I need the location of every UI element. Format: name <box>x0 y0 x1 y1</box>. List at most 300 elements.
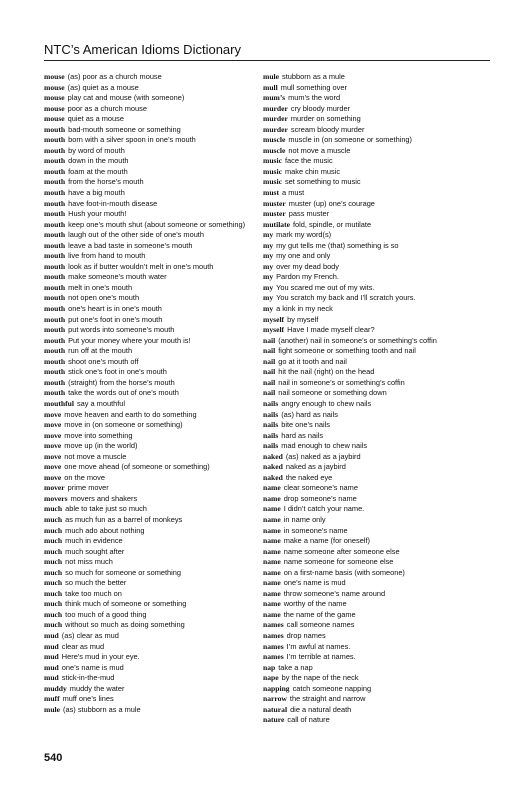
entry-idiom: laugh out of the other side of one’s mouth <box>68 230 204 240</box>
entry-idiom: prime mover <box>67 483 109 493</box>
index-entry <box>263 568 493 579</box>
entry-keyword: muster <box>263 198 286 208</box>
entry-idiom: in name only <box>283 514 326 524</box>
entry-keyword: music <box>263 156 282 166</box>
entry-idiom: much sought after <box>65 546 125 556</box>
index-entry <box>263 199 493 210</box>
entry-idiom: say a mouthful <box>76 398 126 408</box>
index-entry <box>44 346 252 357</box>
entry-keyword: much <box>44 504 63 514</box>
entry-idiom: (as) clear as mud <box>61 630 119 640</box>
index-entry <box>44 135 252 146</box>
entry-idiom: (as) naked as a jaybird <box>285 451 361 461</box>
index-entry <box>44 167 252 178</box>
entry-keyword: mouth <box>44 261 66 271</box>
index-entry <box>44 378 252 389</box>
index-entry <box>44 83 252 94</box>
entry-keyword: mouth <box>44 188 66 198</box>
index-entry <box>263 610 493 621</box>
entry-idiom: set something to music <box>284 177 361 187</box>
index-entry <box>44 462 252 473</box>
index-entry <box>44 156 252 167</box>
entry-idiom: on the move <box>64 472 105 482</box>
left-column <box>44 72 252 715</box>
entry-keyword: my <box>263 240 274 250</box>
index-entry <box>44 304 252 315</box>
index-entry <box>263 462 493 473</box>
entry-keyword: napping <box>263 683 290 693</box>
entry-idiom: make chin music <box>284 166 341 176</box>
entry-idiom: nail someone or something down <box>278 388 387 398</box>
entry-idiom: naked as a jaybird <box>285 462 346 472</box>
entry-keyword: mule <box>263 72 280 81</box>
entry-keyword: naked <box>263 472 283 482</box>
entry-idiom: die a natural death <box>290 704 352 714</box>
index-entry <box>263 599 493 610</box>
entry-keyword: nails <box>263 420 279 430</box>
entry-keyword: move <box>44 409 62 419</box>
entry-idiom: too much of a good thing <box>65 609 147 619</box>
entry-idiom: drop names <box>286 630 326 640</box>
entry-keyword: murder <box>263 103 288 113</box>
index-entry <box>44 620 252 631</box>
entry-idiom: able to take just so much <box>65 504 147 514</box>
entry-keyword: my <box>263 304 274 314</box>
entry-keyword: nape <box>263 673 279 683</box>
entry-keyword: much <box>44 546 63 556</box>
entry-idiom: not open one’s mouth <box>68 293 140 303</box>
index-entry <box>44 230 252 241</box>
index-entry <box>44 673 252 684</box>
entry-keyword: myself <box>263 325 285 335</box>
entry-idiom: one’s heart is in one’s mouth <box>68 304 162 314</box>
entry-keyword: name <box>263 493 281 503</box>
entry-idiom: name someone after someone else <box>283 546 400 556</box>
index-entry <box>44 452 252 463</box>
index-entry <box>44 325 252 336</box>
entry-keyword: much <box>44 557 63 567</box>
entry-idiom: move heaven and earth to do something <box>64 409 197 419</box>
entry-keyword: mouth <box>44 166 66 176</box>
entry-idiom: worthy of the name <box>283 599 347 609</box>
entry-idiom: mum’s the word <box>288 93 341 103</box>
entry-keyword: nail <box>263 346 276 356</box>
index-entry <box>44 694 252 705</box>
running-header: NTC’s American Idioms Dictionary <box>44 42 241 57</box>
index-entry <box>263 315 493 326</box>
entry-idiom: I’m awful at names. <box>286 641 351 651</box>
entry-keyword: mouth <box>44 198 66 208</box>
index-entry <box>44 315 252 326</box>
entry-idiom: muster (up) one’s courage <box>288 198 375 208</box>
index-entry <box>263 188 493 199</box>
index-entry <box>263 177 493 188</box>
entry-idiom: a kink in my neck <box>276 304 333 314</box>
entry-idiom: shoot one’s mouth off <box>68 356 139 366</box>
entry-keyword: move <box>44 472 62 482</box>
entry-idiom: one’s name is mud <box>61 662 124 672</box>
entry-idiom: fold, spindle, or mutilate <box>293 219 372 229</box>
index-entry <box>263 262 493 273</box>
index-entry <box>44 431 252 442</box>
entry-idiom: angry enough to chew nails <box>281 398 372 408</box>
entry-idiom: one move ahead (of someone or something) <box>64 462 210 472</box>
entry-idiom: call someone names <box>286 620 355 630</box>
index-entry <box>263 367 493 378</box>
entry-idiom: You scratch my back and I’ll scratch yours. <box>276 293 416 303</box>
entry-idiom: from the horse’s mouth <box>68 177 144 187</box>
entry-idiom: Here’s mud in your eye. <box>61 652 140 662</box>
entry-idiom: not move a muscle <box>288 145 351 155</box>
entry-keyword: nails <box>263 409 279 419</box>
index-entry <box>44 473 252 484</box>
index-entry <box>44 578 252 589</box>
entry-idiom: much in evidence <box>65 536 123 546</box>
entry-keyword: much <box>44 514 63 524</box>
page-number: 540 <box>44 752 63 764</box>
entry-idiom: leave a bad taste in someone’s mouth <box>68 240 193 250</box>
index-entry <box>263 620 493 631</box>
entry-keyword: myself <box>263 314 285 324</box>
entry-idiom: play cat and mouse (with someone) <box>67 93 185 103</box>
entry-keyword: my <box>263 293 274 303</box>
entry-idiom: put words into someone’s mouth <box>68 325 175 335</box>
index-entry <box>263 283 493 294</box>
index-entry <box>263 156 493 167</box>
entry-keyword: nature <box>263 715 285 725</box>
entry-idiom: as much fun as a barrel of monkeys <box>65 514 183 524</box>
entry-keyword: names <box>263 620 284 630</box>
index-entry <box>263 483 493 494</box>
entry-keyword: name <box>263 504 281 514</box>
index-entry <box>44 283 252 294</box>
index-entry <box>44 483 252 494</box>
entry-idiom: so much for someone or something <box>65 567 181 577</box>
index-entry <box>263 220 493 231</box>
entry-idiom: move into something <box>64 430 133 440</box>
entry-keyword: muddy <box>44 683 67 693</box>
entry-idiom: one’s name is mud <box>283 578 346 588</box>
entry-keyword: much <box>44 525 63 535</box>
entry-idiom: much ado about nothing <box>65 525 145 535</box>
entry-idiom: face the music <box>284 156 333 166</box>
entry-idiom: (as) stubborn as a mule <box>63 704 141 714</box>
index-entry <box>263 673 493 684</box>
entry-idiom: so much the better <box>65 578 127 588</box>
index-entry <box>263 125 493 136</box>
entry-keyword: muff <box>44 694 60 704</box>
entry-idiom: think much of someone or something <box>65 599 187 609</box>
entry-idiom: melt in one’s mouth <box>68 282 133 292</box>
index-entry <box>44 388 252 399</box>
entry-idiom: stick-in-the-mud <box>61 673 115 683</box>
entry-idiom: the name of the game <box>283 609 356 619</box>
entry-idiom: (as) poor as a church mouse <box>67 72 162 81</box>
entry-keyword: mum’s <box>263 93 286 103</box>
entry-keyword: mouth <box>44 314 66 324</box>
entry-idiom: drop someone’s name <box>283 493 357 503</box>
entry-idiom: I didn’t catch your name. <box>283 504 365 514</box>
index-entry <box>263 336 493 347</box>
entry-keyword: mouth <box>44 240 66 250</box>
entry-keyword: name <box>263 599 281 609</box>
entry-keyword: much <box>44 588 63 598</box>
entry-keyword: mud <box>44 662 59 672</box>
index-entry <box>263 557 493 568</box>
entry-idiom: (as) hard as nails <box>281 409 338 419</box>
entry-idiom: go at it tooth and nail <box>278 356 347 366</box>
entry-keyword: name <box>263 588 281 598</box>
index-entry <box>263 589 493 600</box>
index-entry <box>44 209 252 220</box>
entry-keyword: nail <box>263 377 276 387</box>
entry-idiom: run off at the mouth <box>68 346 133 356</box>
right-column <box>263 72 493 726</box>
entry-idiom: move in (on someone or something) <box>64 420 183 430</box>
index-entry <box>44 599 252 610</box>
entry-idiom: my one and only <box>276 251 331 261</box>
entry-idiom: quiet as a mouse <box>67 114 124 124</box>
entry-idiom: (straight) from the horse’s mouth <box>68 377 175 387</box>
entry-idiom: muff one’s lines <box>62 694 114 704</box>
entry-idiom: take too much on <box>65 588 122 598</box>
entry-keyword: names <box>263 652 284 662</box>
entry-keyword: movers <box>44 493 68 503</box>
entry-keyword: mouth <box>44 230 66 240</box>
entry-keyword: much <box>44 567 63 577</box>
entry-keyword: move <box>44 430 62 440</box>
index-entry <box>44 568 252 579</box>
index-entry <box>44 146 252 157</box>
index-entry <box>44 420 252 431</box>
entry-keyword: mud <box>44 673 59 683</box>
entry-idiom: hard as nails <box>281 430 324 440</box>
entry-idiom: name someone for someone else <box>283 557 394 567</box>
entry-keyword: name <box>263 514 281 524</box>
entry-keyword: mouth <box>44 304 66 314</box>
entry-idiom: movers and shakers <box>70 493 138 503</box>
index-entry <box>263 652 493 663</box>
entry-idiom: move up (in the world) <box>64 441 138 451</box>
entry-keyword: natural <box>263 704 288 714</box>
entry-keyword: naked <box>263 462 283 472</box>
index-entry <box>263 631 493 642</box>
index-entry <box>263 251 493 262</box>
index-entry <box>263 494 493 505</box>
entry-idiom: make a name (for oneself) <box>283 536 370 546</box>
entry-idiom: mad enough to chew nails <box>281 441 368 451</box>
entry-keyword: much <box>44 578 63 588</box>
entry-idiom: muscle in (on someone or something) <box>288 135 413 145</box>
entry-idiom: cry bloody murder <box>290 103 351 113</box>
index-entry <box>44 631 252 642</box>
entry-keyword: muscle <box>263 145 286 155</box>
entry-keyword: mouth <box>44 219 66 229</box>
entry-idiom: hit the nail (right) on the head <box>278 367 375 377</box>
entry-keyword: names <box>263 641 284 651</box>
index-entry <box>263 93 493 104</box>
entry-keyword: muscle <box>263 135 286 145</box>
entry-idiom: on a first-name basis (with someone) <box>283 567 405 577</box>
entry-keyword: name <box>263 525 281 535</box>
entry-keyword: mouth <box>44 282 66 292</box>
entry-idiom: not move a muscle <box>64 451 127 461</box>
entry-keyword: mouth <box>44 335 66 345</box>
entry-idiom: mark my word(s) <box>276 230 332 240</box>
entry-keyword: mouth <box>44 367 66 377</box>
entry-keyword: nails <box>263 398 279 408</box>
entry-keyword: much <box>44 609 63 619</box>
entry-idiom: have a big mouth <box>68 188 125 198</box>
index-entry <box>44 684 252 695</box>
entry-idiom: born with a silver spoon in one’s mouth <box>68 135 196 145</box>
header-rule <box>44 60 490 61</box>
index-entry <box>263 684 493 695</box>
index-entry <box>44 357 252 368</box>
entry-keyword: mull <box>263 82 278 92</box>
index-entry <box>44 72 252 83</box>
index-entry <box>44 642 252 653</box>
entry-keyword: move <box>44 451 62 461</box>
entry-keyword: mouth <box>44 177 66 187</box>
index-entry <box>44 93 252 104</box>
index-entry <box>263 378 493 389</box>
index-entry <box>44 494 252 505</box>
index-entry <box>263 536 493 547</box>
entry-keyword: nap <box>263 662 276 672</box>
entry-keyword: mouth <box>44 145 66 155</box>
index-entry <box>263 209 493 220</box>
entry-idiom: by the nape of the neck <box>281 673 359 683</box>
index-entry <box>44 515 252 526</box>
entry-keyword: mouth <box>44 135 66 145</box>
index-entry <box>263 431 493 442</box>
index-entry <box>263 293 493 304</box>
entry-idiom: in someone’s name <box>283 525 348 535</box>
index-entry <box>263 452 493 463</box>
index-entry <box>44 410 252 421</box>
entry-keyword: my <box>263 272 274 282</box>
entry-keyword: muster <box>263 209 286 219</box>
entry-keyword: much <box>44 599 63 609</box>
index-entry <box>263 526 493 537</box>
entry-keyword: mouth <box>44 377 66 387</box>
entry-keyword: my <box>263 282 274 292</box>
index-entry <box>263 241 493 252</box>
entry-idiom: over my dead body <box>276 261 339 271</box>
entry-idiom: by myself <box>287 314 319 324</box>
entry-keyword: mouth <box>44 346 66 356</box>
entry-idiom: live from hand to mouth <box>68 251 146 261</box>
index-entry <box>263 83 493 94</box>
index-entry <box>44 705 252 716</box>
entry-keyword: name <box>263 567 281 577</box>
index-entry <box>263 705 493 716</box>
entry-keyword: naked <box>263 451 283 461</box>
entry-idiom: without so much as doing something <box>65 620 185 630</box>
index-entry <box>44 336 252 347</box>
entry-idiom: my gut tells me (that) something is so <box>276 240 399 250</box>
entry-idiom: (another) nail in someone’s or something’s coffin <box>278 335 437 345</box>
entry-keyword: mouth <box>44 209 66 219</box>
entry-keyword: music <box>263 177 282 187</box>
entry-keyword: murder <box>263 114 288 124</box>
entry-keyword: mouthful <box>44 398 74 408</box>
entry-keyword: mouth <box>44 272 66 282</box>
entry-keyword: narrow <box>263 694 287 704</box>
index-entry <box>44 652 252 663</box>
index-entry <box>44 125 252 136</box>
index-entry <box>44 441 252 452</box>
index-entry <box>263 441 493 452</box>
index-entry <box>44 526 252 537</box>
index-entry <box>44 536 252 547</box>
entry-idiom: stubborn as a mule <box>282 72 345 81</box>
entry-idiom: poor as a church mouse <box>67 103 147 113</box>
entry-keyword: nails <box>263 441 279 451</box>
entry-idiom: I’m terrible at names. <box>286 652 356 662</box>
entry-keyword: nails <box>263 430 279 440</box>
entry-idiom: keep one’s mouth shut (about someone or something) <box>68 219 246 229</box>
entry-keyword: mouse <box>44 82 65 92</box>
index-entry <box>263 230 493 241</box>
entry-keyword: mouth <box>44 124 66 134</box>
entry-idiom: fight someone or something tooth and nail <box>278 346 416 356</box>
entry-keyword: name <box>263 609 281 619</box>
entry-idiom: foam at the mouth <box>68 166 128 176</box>
index-entry <box>44 177 252 188</box>
entry-keyword: mouse <box>44 103 65 113</box>
entry-idiom: clear as mud <box>61 641 105 651</box>
index-entry <box>263 272 493 283</box>
entry-idiom: nail in someone’s or something’s coffin <box>278 377 405 387</box>
entry-idiom: catch someone napping <box>292 683 372 693</box>
entry-idiom: Have I made myself clear? <box>287 325 375 335</box>
entry-idiom: Hush your mouth! <box>68 209 127 219</box>
entry-idiom: have foot-in-mouth disease <box>68 198 158 208</box>
entry-idiom: bad-mouth someone or something <box>68 124 181 134</box>
index-entry <box>263 504 493 515</box>
entry-keyword: much <box>44 536 63 546</box>
entry-keyword: mouth <box>44 356 66 366</box>
entry-keyword: mouth <box>44 293 66 303</box>
entry-idiom: not miss much <box>65 557 113 567</box>
index-entry <box>263 410 493 421</box>
index-entry <box>263 473 493 484</box>
entry-keyword: name <box>263 546 281 556</box>
entry-keyword: mud <box>44 652 59 662</box>
entry-keyword: mouse <box>44 93 65 103</box>
index-entry <box>44 663 252 674</box>
index-entry <box>263 515 493 526</box>
entry-idiom: put one’s foot in one’s mouth <box>68 314 163 324</box>
index-entry <box>44 399 252 410</box>
index-entry <box>44 188 252 199</box>
index-entry <box>263 694 493 705</box>
entry-keyword: nail <box>263 335 276 345</box>
index-entry <box>263 167 493 178</box>
index-entry <box>263 663 493 674</box>
entry-keyword: names <box>263 630 284 640</box>
entry-keyword: mule <box>44 704 61 714</box>
entry-idiom: mull something over <box>280 82 347 92</box>
entry-keyword: move <box>44 441 62 451</box>
entry-idiom: a must <box>282 188 305 198</box>
index-entry <box>44 272 252 283</box>
entry-keyword: nail <box>263 367 276 377</box>
index-entry <box>44 589 252 600</box>
entry-idiom: stick one’s foot in one’s mouth <box>68 367 167 377</box>
